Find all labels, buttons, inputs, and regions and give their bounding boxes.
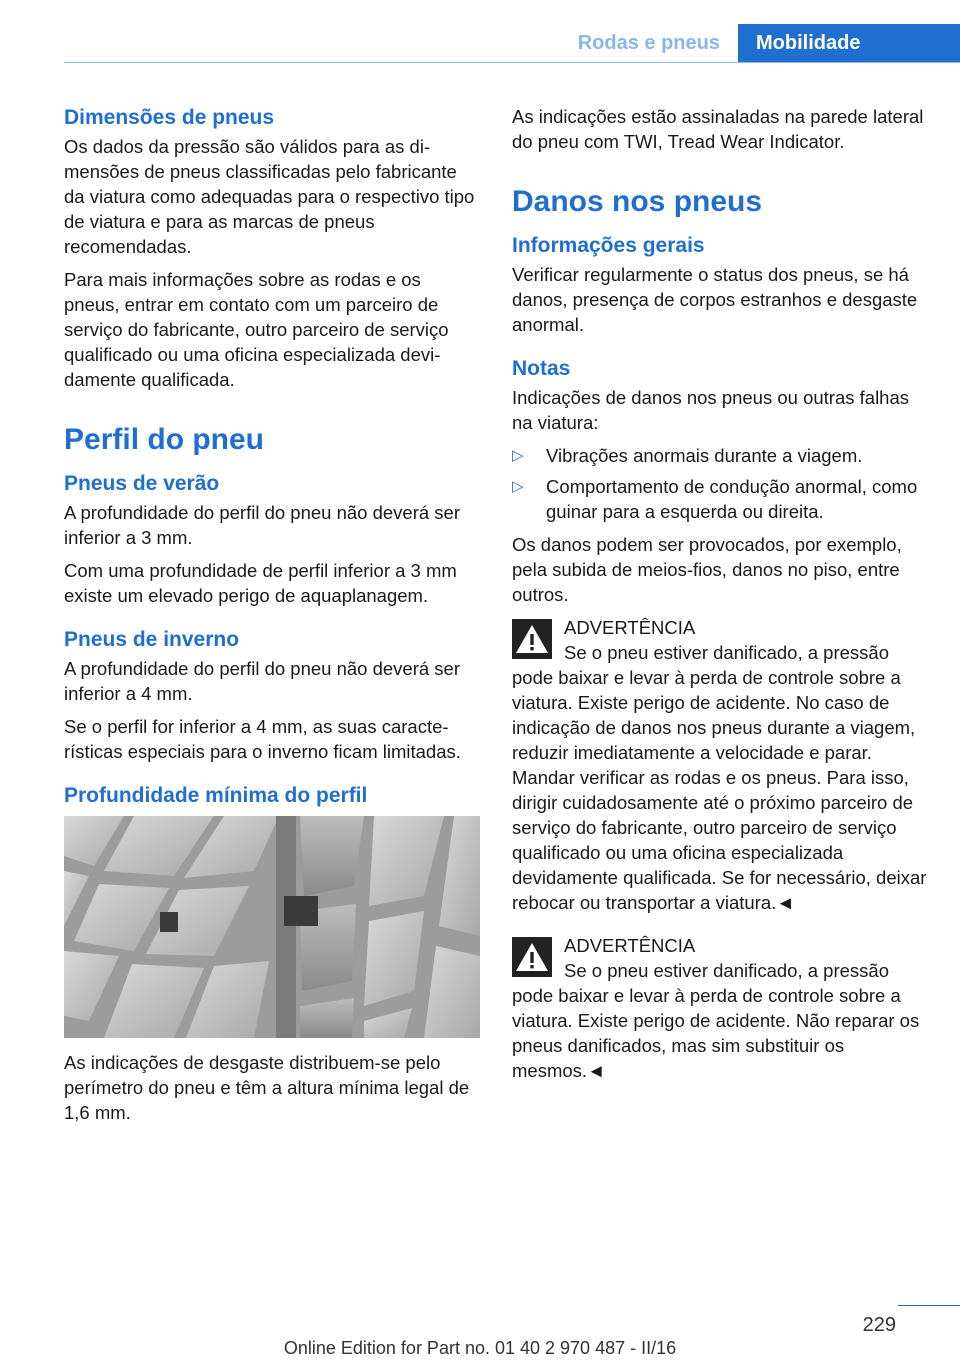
- heading-minima: Profundidade mínima do perfil: [64, 784, 368, 807]
- paragraph: Os dados da pressão são válidos para as dimensões de pneus classificadas pelo fabricante da viatura como adequadas para o respectivo tipo de viatura e para as marcas de pneus recomendadas.: [64, 136, 475, 257]
- paragraph: Com uma profundidade de perfil inferior a 3 mm existe um elevado perigo de aquaplanagem.: [64, 560, 457, 606]
- warning-box: [512, 933, 928, 1083]
- warning-triangle-icon: [512, 619, 552, 659]
- header-section-title: Rodas e pneus: [577, 32, 720, 54]
- triangle-right-icon: ▷: [512, 478, 524, 495]
- warning-title: ADVERTÊNCIA: [564, 935, 696, 956]
- warning-text: pode baixar e levar à perda de controle sobre a viatura. Existe perigo de acidente. No caso de indicação de danos nos pneus durante a viagem, reduzir imediatamente a velocidade e parar. Mandar verificar as rodas e os pneus. Para isso, dirigir cuidadosamente até o próximo parceiro de serviço do fabricante, outro parceiro de serviço qualificado ou uma oficina especializada devidamente qualificada. Se for necessário, deixar rebocar ou transportar a viatura.◄: [512, 667, 927, 913]
- heading-gerais: Informações gerais: [512, 234, 705, 257]
- tire-tread-photo: [64, 816, 480, 1038]
- header-chapter-tab: Mobilidade: [738, 24, 960, 62]
- heading-verao: Pneus de verão: [64, 472, 220, 495]
- heading-inverno: Pneus de inverno: [64, 628, 240, 651]
- warning-box: [512, 615, 928, 915]
- heading-dimensoes: Dimensões de pneus: [64, 106, 275, 129]
- list-item: ▷ Vibrações anormais durante a viagem.: [512, 445, 863, 466]
- photo-caption: As indicações de desgaste distribuem-se pelo perímetro do pneu e têm a altura mínima legal de 1,6 mm.: [64, 1052, 470, 1123]
- heading-notas: Notas: [512, 357, 571, 380]
- warning-triangle-icon: [512, 937, 552, 977]
- left-column: [64, 104, 480, 1133]
- footer-edition: Online Edition for Part no. 01 40 2 970 487 - II/16: [283, 1338, 677, 1358]
- page-header: [0, 24, 960, 62]
- paragraph: As indicações estão assinaladas na parede lateral do pneu com TWI, Tread Wear Indicator.: [512, 106, 924, 152]
- paragraph: Verificar regularmente o status dos pneus, se há danos, presença de corpos estranhos e desgaste anormal.: [512, 264, 918, 335]
- triangle-right-icon: ▷: [512, 447, 524, 464]
- paragraph: Os danos podem ser provocados, por exemplo, pela subida de meios-fios, danos no piso, entre outros.: [512, 534, 902, 605]
- paragraph: Se o perfil for inferior a 4 mm, as suas características especiais para o inverno ficam limitadas.: [64, 716, 461, 762]
- footer-rule: [898, 1305, 960, 1306]
- page-number: 229: [862, 1314, 896, 1336]
- heading-perfil: Perfil do pneu: [64, 423, 265, 456]
- warning-title: ADVERTÊNCIA: [564, 617, 696, 638]
- heading-danos: Danos nos pneus: [512, 185, 763, 218]
- notas-list: [512, 443, 928, 524]
- paragraph: Indicações de danos nos pneus ou outras falhas na viatura:: [512, 387, 910, 433]
- warning-text-first: Se o pneu estiver danificado, a pressão: [564, 642, 889, 663]
- paragraph: Para mais informações sobre as rodas e os pneus, entrar em contato com um parceiro de serviço do fabricante, outro parceiro de serviço qualificado ou uma oficina especializada devidamente qualificada.: [64, 269, 449, 390]
- warning-text-first: Se o pneu estiver danificado, a pressão: [564, 960, 889, 981]
- paragraph: A profundidade do perfil do pneu não deverá ser inferior a 3 mm.: [64, 502, 460, 548]
- right-column: [512, 104, 928, 1091]
- header-rule: [64, 62, 960, 63]
- list-item: ▷ Comportamento de condução anormal, como guinar para a esquerda ou direita.: [512, 476, 918, 522]
- warning-text: pode baixar e levar à perda de controle sobre a viatura. Existe perigo de acidente. Não reparar os pneus danificados, mas sim substituir os mesmos.◄: [512, 985, 920, 1081]
- paragraph: A profundidade do perfil do pneu não deverá ser inferior a 4 mm.: [64, 658, 460, 704]
